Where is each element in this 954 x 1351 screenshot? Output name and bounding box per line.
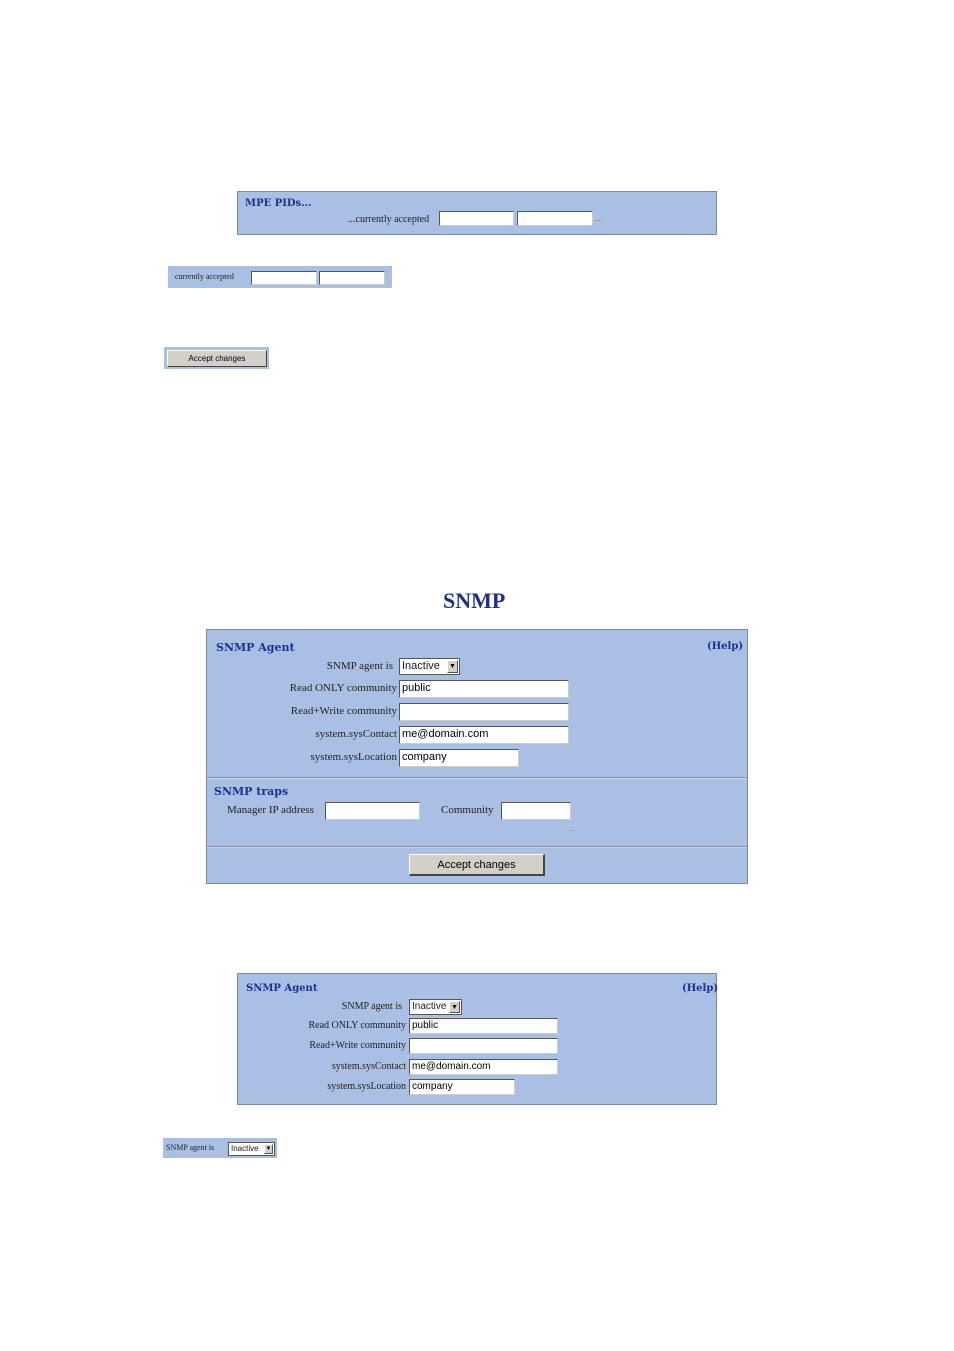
mpe-pids-panel [237,191,717,235]
read-only-label: Read ONLY community [289,682,397,694]
crop-agent-select[interactable] [409,999,462,1015]
snmp-form-panel [206,629,748,884]
chevron-down-icon[interactable]: ▼ [447,660,458,673]
crop-location-label: system.sysLocation [327,1081,406,1092]
crop-contact-label: system.sysContact [331,1061,406,1072]
crop-agent-label: SNMP agent is [341,1001,402,1012]
agent-crop-label: SNMP agent is [166,1143,215,1152]
agent-status-select[interactable] [399,658,460,675]
crop-read-write-label: Read+Write community [309,1040,406,1051]
sys-location-input[interactable]: company [399,749,519,767]
read-write-label: Read+Write community [290,705,397,717]
community-label: Community [441,804,494,816]
accepted-crop-panel [168,266,392,288]
mpe-suffix: ... [595,214,601,223]
crop-read-only-label: Read ONLY community [308,1020,406,1031]
snmp-traps-heading: SNMP traps [214,785,289,798]
trap-dots: ... [569,824,575,833]
accepted-crop-field-1[interactable] [251,271,317,285]
manager-ip-input[interactable] [325,802,420,820]
snmp-agent-heading: SNMP Agent [216,641,295,654]
read-only-community-input[interactable]: public [399,680,569,698]
page-title: SNMP [443,588,506,613]
accepted-pid-field-1[interactable] [439,211,514,226]
trap-community-input[interactable] [501,802,571,820]
manager-ip-label: Manager IP address [227,804,314,816]
crop-agent-value: Inactive [412,1001,447,1012]
crop-location-input[interactable]: company [409,1079,515,1095]
crop-agent-heading: SNMP Agent [246,983,318,994]
footer-divider [207,846,747,848]
agent-status-label: SNMP agent is [326,660,393,672]
agent-crop-select[interactable] [228,1142,275,1156]
accept-changes-button[interactable]: Accept changes [409,854,545,876]
agent-status-value: Inactive [402,660,440,672]
read-write-community-input[interactable] [399,703,569,721]
chevron-down-icon[interactable]: ▼ [265,1146,272,1152]
help-link[interactable]: (Help) [707,641,744,652]
agent-select-crop-panel [163,1138,277,1158]
contact-label: system.sysContact [315,728,397,740]
agent-crop-value: Inactive [231,1144,259,1153]
section-divider [207,777,747,779]
accepted-crop-label: currently accepted [175,272,234,281]
accept-changes-button-crop[interactable]: Accept changes [167,350,267,367]
crop-read-only-input[interactable]: public [409,1018,558,1034]
accepted-pid-field-2[interactable] [517,211,593,226]
crop-read-write-input[interactable] [409,1038,558,1054]
crop-help-link[interactable]: (Help) [682,983,719,994]
accepted-crop-field-2[interactable] [319,271,385,285]
location-label: system.sysLocation [310,751,397,763]
mpe-pids-title: MPE PIDs... [245,198,312,209]
crop-contact-input[interactable]: me@domain.com [409,1059,558,1075]
currently-accepted-label: ...currently accepted [348,214,430,225]
snmp-agent-crop-panel [237,973,717,1105]
chevron-down-icon[interactable]: ▼ [449,1001,460,1013]
sys-contact-input[interactable]: me@domain.com [399,726,569,744]
accept-crop-panel [164,347,269,369]
